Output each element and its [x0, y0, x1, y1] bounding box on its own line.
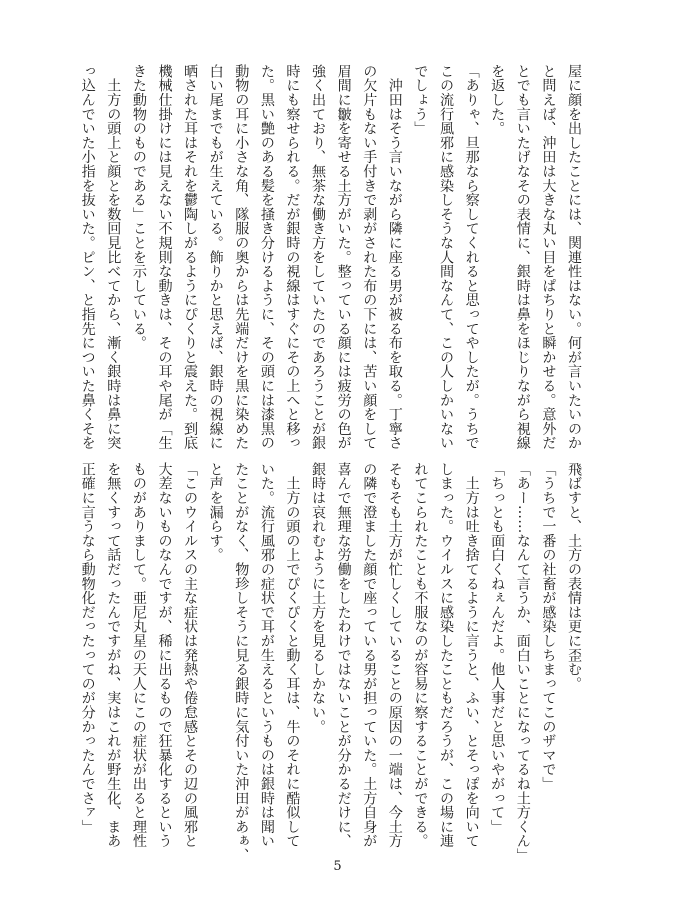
text-line: の欠片もない手付きで剥がされた布の下には、苦い顔をして: [361, 64, 378, 451]
text-line: と問えば、沖田は大きな丸い目をぱちりと瞬かせる。意外だ: [540, 64, 557, 451]
text-line: 屋に顔を出したことには、関連性はない。何が言いたいのか: [566, 64, 582, 451]
text-line: 土方は吐き捨てるように言うと、ふい、とそっぽを向いて: [463, 462, 480, 849]
text-line: きた動物のものである」ことを示している。: [130, 64, 147, 350]
text-line: 飛ばすと、土方の表情は更に歪む。: [566, 462, 582, 691]
text-line: 「うちで一番の社畜が感染しちまってこのザマで」: [540, 462, 557, 791]
text-line: 土方の頭上と顔とを数回見比べてから、漸く銀時は鼻に突: [105, 64, 122, 451]
text-line: れてこられたことも不服なのが容易に察することができる。: [412, 462, 429, 849]
text-line: っ込んでいた小指を抜いた。ピン、と指先についた鼻くそを: [79, 64, 96, 451]
upper-text-block: [79, 64, 586, 451]
text-line: しまった。ウイルスに感染したこともだろうが、この場に連: [438, 462, 455, 849]
text-line: 白い尾までもが生えている。飾りかと思えば、銀時の視線に: [207, 64, 224, 451]
page-number: 5: [333, 859, 342, 874]
text-line: を無くすって話だったんですがね、実はこれが野生化、まあ: [105, 462, 122, 849]
text-line: いた。流行風邪の症状で耳が生えるというものは銀時は聞い: [258, 462, 275, 849]
text-line: 「ありゃ、旦那なら察してくれると思ってやしたが。うちで: [463, 64, 480, 451]
text-line: ものがありまして。亜尼丸星の天人にこの症状が出ると理性: [130, 462, 147, 849]
text-line: そもそも土方が忙しくしていることの原因の一端は、今土方: [386, 462, 403, 849]
text-line: 動物の耳に小さな角、隊服の奥からは先端だけを黒に染めた: [233, 64, 250, 451]
text-line: 大差ないものなんですが、稀に出るもので狂暴化するという: [156, 462, 173, 849]
text-line: たことがなく、物珍しそうに見る銀時に気付いた沖田があぁ、: [233, 462, 250, 863]
text-line: 「あー……なんて言うか、面白いことになってるね土方くん」: [514, 462, 531, 863]
text-line: 時にも察せられる。だが銀時の視線はすぐにその上へと移っ: [284, 64, 301, 451]
text-line: 土方の頭の上でぴくぴくと動く耳は、牛のそれに酷似して: [284, 462, 301, 849]
text-line: 喜んで無理な労働をしたわけではないことが分かるだけに、: [335, 462, 352, 849]
text-line: 沖田はそう言いながら隣に座る男が被る布を取る。丁寧さ: [386, 64, 403, 451]
text-line: と声を漏らす。: [207, 462, 224, 563]
text-line: でしょう」: [412, 64, 429, 136]
text-line: の隣で澄ました顔で座っている男が担っていた。土方自身が: [361, 462, 378, 849]
lower-text-block: [79, 462, 586, 863]
text-line: た。黒い艶のある髪を掻き分けるように、その頭には漆黒の: [258, 64, 275, 451]
text-line: を返した。: [489, 64, 506, 136]
text-line: 強く出ており、無茶な働き方をしていたのであろうことが銀: [310, 64, 327, 451]
text-line: この流行風邪に感染しそうな人間なんて、この人しかいない: [438, 64, 455, 451]
text-line: 「このウイルスの主な症状は発熱や倦怠感とその辺の風邪と: [182, 462, 199, 849]
text-line: 晒された耳はそれを鬱陶しがるようにぴくりと震えた。到底: [182, 64, 199, 451]
text-line: 「ちっとも面白くねぇんだよ。他人事だと思いやがって」: [489, 462, 506, 834]
text-line: とでも言いたげなその表情に、銀時は鼻をほじりながら視線: [514, 64, 531, 451]
text-line: 正確に言うなら動物化だったってのが分かったんでさァ」: [79, 462, 96, 834]
text-line: 銀時は哀れむように土方を見るしかない。: [310, 462, 327, 734]
text-line: 眉間に皺を寄せる土方がいた。整っている顔には疲労の色が: [335, 64, 352, 451]
text-line: 機械仕掛けには見えない不規則な動きは、その耳や尾が「生: [156, 64, 173, 451]
